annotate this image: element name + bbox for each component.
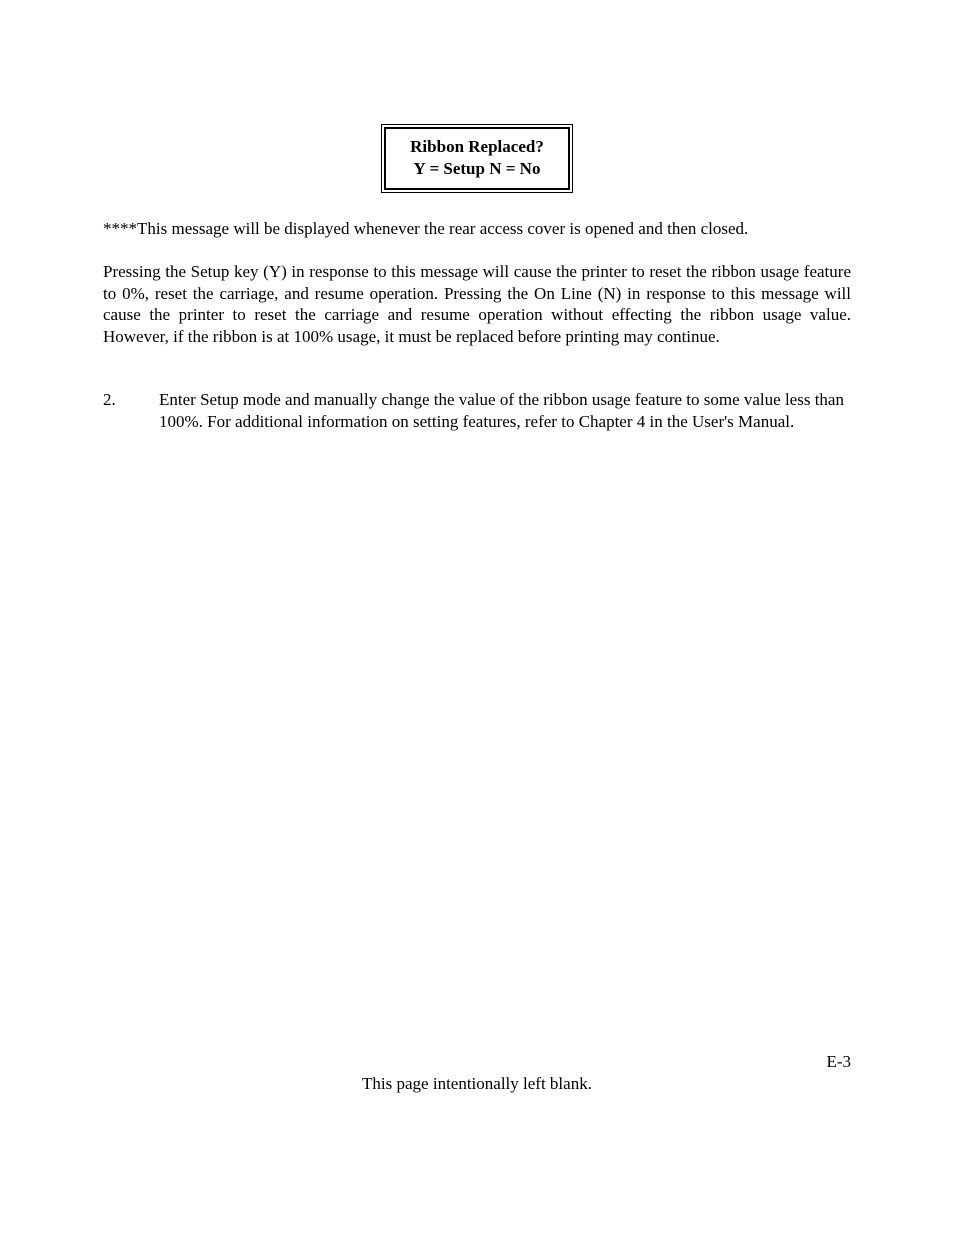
message-line-2: Y = Setup N = No bbox=[413, 159, 541, 178]
display-message-inner bbox=[384, 127, 570, 190]
display-message-box bbox=[381, 124, 573, 193]
setup-explanation-paragraph: Pressing the Setup key (Y) in response to this message will cause the printer to reset the ribbon usage feature to 0%, reset the carriage, and resume operation. Pressing the On Line (N) in response to this message will cause the printer to reset the carriage and resume operation without effecting the ribbon usage value. However, if the ribbon is at 100% usage, it must be replaced before printing may continue. bbox=[103, 262, 851, 346]
list-item-text: Enter Setup mode and manually change the value of the ribbon usage feature to some value less than 100%. For additional information on setting features, refer to Chapter 4 in the User's Manual. bbox=[159, 390, 844, 431]
message-line-1: Ribbon Replaced? bbox=[410, 137, 544, 156]
blank-page-note: This page intentionally left blank. bbox=[362, 1074, 592, 1093]
list-item-number: 2. bbox=[103, 390, 116, 409]
message-note: ****This message will be displayed whenever the rear access cover is opened and then closed. bbox=[103, 219, 749, 238]
page-number: E-3 bbox=[826, 1052, 851, 1071]
